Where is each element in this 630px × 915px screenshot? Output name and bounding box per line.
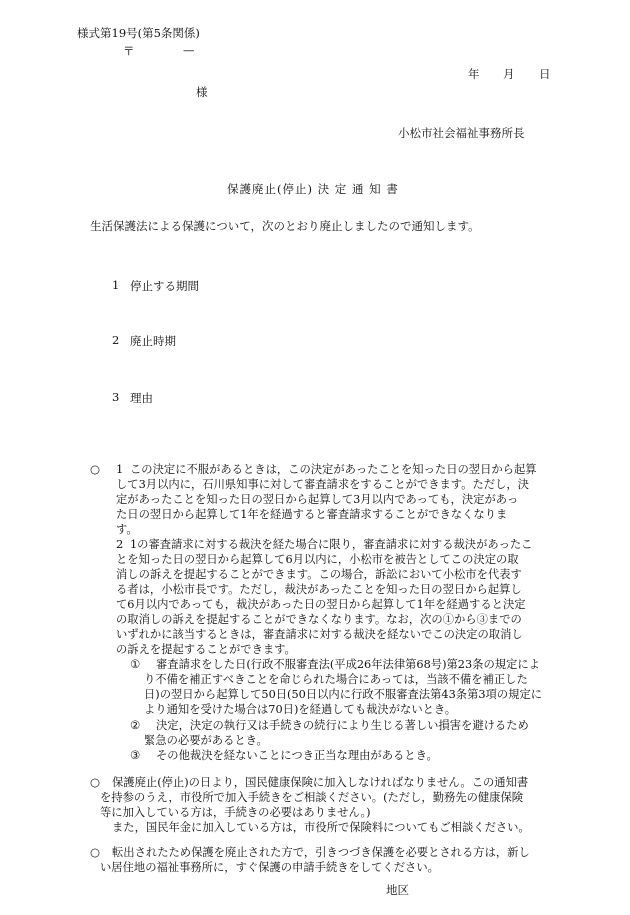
sub-1-number: ① [130, 657, 141, 671]
bullet-circle: ○ [90, 845, 101, 859]
appeal-2-line: の訴えを提起することができます。 [116, 643, 296, 656]
appeal-2-line: て6月以内であっても，裁決があった日の翌日から起算して1年を経過すると決定 [116, 598, 526, 611]
issuer: 小松市社会福祉事務所長 [398, 126, 525, 140]
sub-1-line: り不備を補正すべきことを命じられた場合にあっては，当該不備を補正した [144, 673, 528, 686]
item-label-stop-period: 停止する期間 [130, 279, 199, 293]
appeal-1-line: す。 [116, 523, 138, 536]
appeal-2-line: 1の審査請求に対する裁決を経た場合に限り，審査請求に対する裁決があったこ [130, 538, 533, 551]
bullet-circle: ○ [90, 462, 101, 476]
form-number: 様式第19号(第5条関係) [77, 26, 200, 40]
sub-3-line: その他裁決を経ないことにつき正当な理由があるとき。 [156, 749, 438, 762]
appeal-2-line: 消しの訴えを提起することができます。この場合，訴訟において小松市を代表す [116, 568, 522, 581]
postal-dash: — [183, 43, 195, 57]
transfer-line: い居住地の福祉事務所に，すぐ保護の申請手続きをしてください。 [100, 861, 439, 874]
item-label-reason: 理由 [130, 391, 153, 405]
sub-3-number: ③ [130, 748, 141, 762]
document-title: 保護廃止(停止) 決 定 通 知 書 [227, 182, 399, 196]
health-insurance-line: また，国民年金に加入している方は，市役所で保険料についてもご相談ください。 [112, 821, 530, 834]
appeal-1-line: た日の翌日から起算して1年を経過すると審査請求することができなくなりま [116, 508, 508, 521]
sub-2-number: ② [130, 718, 141, 732]
appeal-2-line: る者は，小松市長です。ただし，裁決があったことを知った日の翌日から起算し [116, 583, 522, 596]
sub-1-line: 日)の翌日から起算して50日(50日以内に行政不服審査法第43条第3項の規定に [144, 688, 543, 701]
bullet-circle: ○ [90, 775, 101, 789]
date-month: 月 [503, 67, 515, 81]
appeal-1-line: この決定に不服があるときは，この決定があったことを知った日の翌日から起算 [130, 463, 537, 476]
health-insurance-line: を持参のうえ，市役所で加入手続きをご相談ください。(ただし，勤務先の健康保険 [100, 791, 524, 804]
transfer-line: 転出されたため保護を廃止された方で，引きつづき保護を必要とされる方は，新し [112, 846, 530, 859]
appeal-2-line: とを知った日の翌日から起算して6月以内に，小松市を被告としてこの決定の取 [116, 553, 519, 566]
appeal-2-line: の取消しの訴えを提起することができなくなります。なお，次の①から③までの [116, 613, 522, 626]
appeal-2-number: 2 [116, 537, 124, 551]
health-insurance-line: 保護廃止(停止)の日より，国民健康保険に加入しなければなりません。この通知書 [112, 776, 529, 789]
sub-1-line: 審査請求をした日(行政不服審査法(平成26年法律第68号)第23条の規定によ [156, 658, 540, 671]
item-number: 3 [112, 390, 120, 404]
addressee-suffix: 様 [196, 85, 208, 99]
item-number: 1 [112, 278, 120, 292]
date-year: 年 [468, 67, 480, 81]
item-number: 2 [112, 333, 120, 347]
district-label: 地区 [386, 883, 409, 897]
appeal-1-line: 定があったことを知った日の翌日から起算して3月以内であっても，決定があっ [116, 493, 519, 506]
appeal-2-line: いずれかに該当するときは，審査請求に対する裁決を経ないでこの決定の取消し [116, 628, 523, 641]
date-day: 日 [539, 67, 551, 81]
postal-mark: 〒 [123, 44, 135, 58]
appeal-1-number: 1 [116, 462, 124, 476]
sub-2-line: 決定，決定の執行又は手続きの続行により生じる著しい損害を避けるため [156, 719, 529, 732]
item-label-abolition-time: 廃止時期 [130, 334, 176, 348]
health-insurance-line: 等に加入している方は，手続きの必要はありません。) [100, 806, 371, 819]
intro-text: 生活保護法による保護について，次のとおり廃止しましたので通知します。 [90, 219, 480, 233]
sub-1-line: より通知を受けた場合は70日)を経過しても裁決がないとき。 [144, 703, 457, 716]
appeal-1-line: して3月以内に，石川県知事に対して審査請求をすることができます。ただし，決 [116, 478, 529, 491]
sub-2-line: 緊急の必要があるとき。 [144, 734, 268, 747]
